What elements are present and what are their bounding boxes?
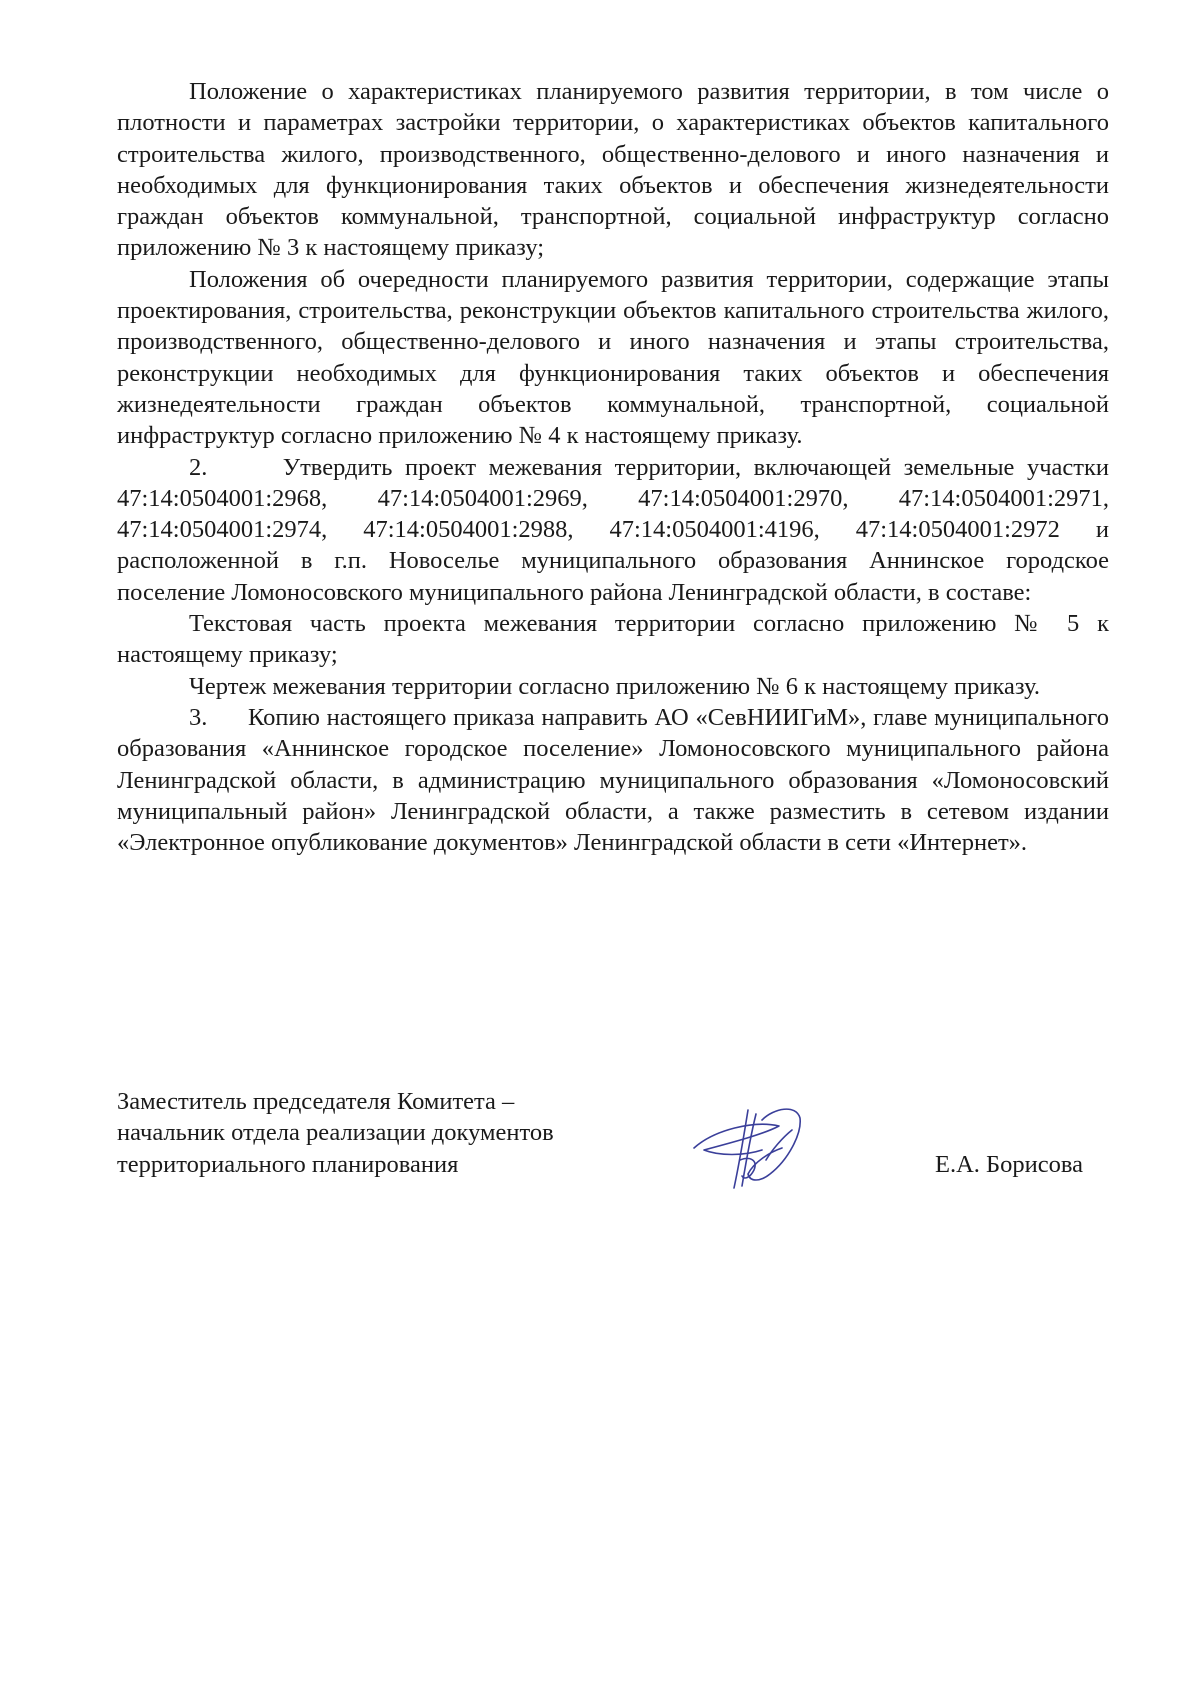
- item-3-number: 3.: [189, 703, 208, 731]
- signer-name: Е.А. Борисова: [935, 1151, 1083, 1178]
- cadastral-number: 47:14:0504001:2970,: [638, 484, 849, 512]
- cadastral-number: 47:14:0504001:2988,: [363, 516, 574, 544]
- cadastral-number: 47:14:0504001:2969,: [377, 484, 588, 512]
- signer-position-line: Заместитель председателя Комитета –: [117, 1088, 515, 1115]
- cadastral-number: 47:14:0504001:2974,: [117, 516, 328, 544]
- cadastral-number: 47:14:0504001:2971,: [898, 484, 1110, 512]
- signer-position-line: территориального планирования: [117, 1150, 459, 1178]
- paragraph-development-sequence: Положения об очередности планируемого развития территории, содержащие этапы проектирования, строительства, реконструкции объектов капитального строительства жилого, производственного, общественно-делового и иного назначения и этапы строительства, реконструкции необходимых для функционирования таких объектов и обеспечения жизнедеятельности граждан объектов коммунальной, транспортной, социальной инфраструктур согласно приложению № 4 к настоящему приказу.: [117, 265, 1109, 450]
- signer-position: [117, 1086, 637, 1180]
- item-2-text-before: Утвердить проект межевания территории, включающей земельные участки: [282, 453, 1109, 481]
- item-2-drawing-part: Чертеж межевания территории согласно приложению № 6 к настоящему приказу.: [189, 672, 1041, 700]
- item-2-paragraph: [117, 452, 1109, 608]
- item-2-text-after: и расположенной в г.п. Новоселье муниципального образования Аннинское городское поселение Ломоносовского муниципального района Ленинградской области, в составе:: [117, 516, 1109, 606]
- cadastral-number: 47:14:0504001:2972: [855, 516, 1060, 544]
- item-3-text: Копию настоящего приказа направить АО «СевНИИГиМ», главе муниципального образования «Аннинское городское поселение» Ломоносовского муниципального района Ленинградской области, в администрацию муниципального образования «Ломоносовский муниципальный район» Ленинградской области, а также разместить в сетевом издании «Электронное опубликование документов» Ленинградской области в сети «Интернет».: [117, 703, 1109, 857]
- item-2-text-part: Текстовая часть проекта межевания территории согласно приложению № 5 к настоящему приказу;: [117, 610, 1109, 669]
- handwritten-signature: [684, 1090, 814, 1200]
- item-2-number: 2.: [189, 453, 208, 481]
- cadastral-number: 47:14:0504001:4196,: [609, 516, 820, 544]
- item-3-paragraph: [117, 702, 1109, 858]
- cadastral-number: 47:14:0504001:2968,: [117, 484, 328, 512]
- paragraph-development-characteristics: Положение о характеристиках планируемого развития территории, в том числе о плотности и параметрах застройки территории, о характеристиках объектов капитального строительства жилого, производственного, общественно-делового и иного назначения и необходимых для функционирования таких объектов и обеспечения жизнедеятельности граждан объектов коммунальной, транспортной, социальной инфраструктур согласно приложению № 3 к настоящему приказу;: [117, 78, 1109, 262]
- document-body: [117, 76, 1109, 858]
- signer-position-line: начальник отдела реализации документов: [117, 1119, 554, 1147]
